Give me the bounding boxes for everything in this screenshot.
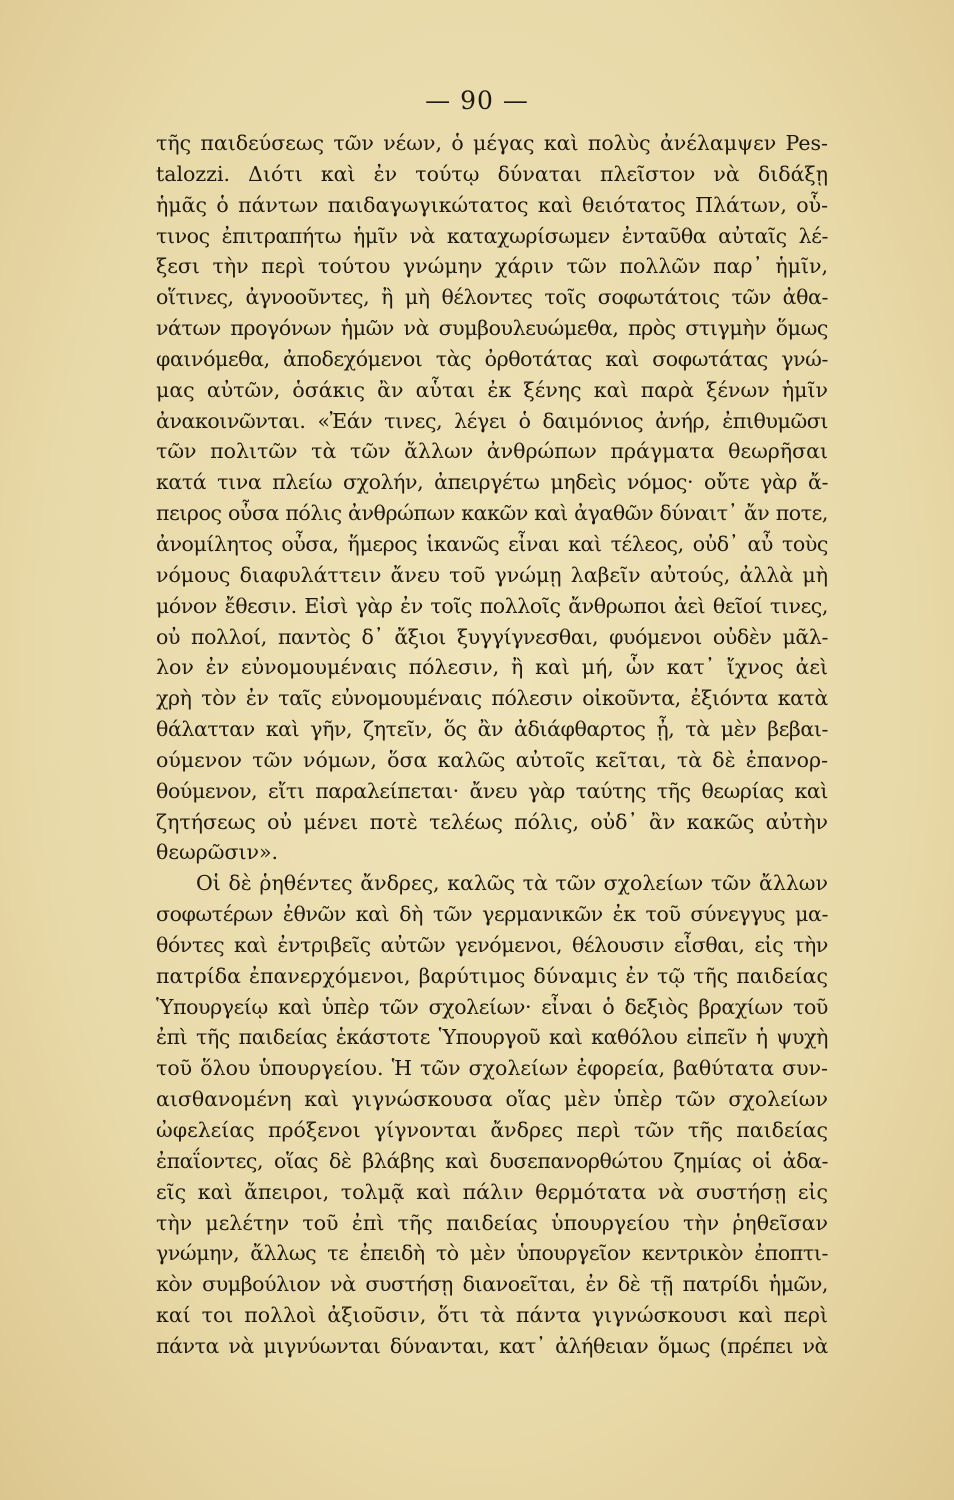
text-line: πατρίδα ἐπανερχόμενοι, βαρύτιμος δύναμις ἐν τῷ τῆς παιδείας: [156, 963, 828, 988]
text-line: αισθανομένη καὶ γιγνώσκουσα οἵας μὲν ὑπὲρ τῶν σχολείων: [156, 1087, 828, 1112]
text-line: εῖς καὶ ἄπειροι, τολμᾷ καὶ πάλιν θερμότατα νὰ συστήσῃ εἰς: [156, 1179, 828, 1204]
body-text: [156, 128, 828, 1362]
text-line: ἐπαΐοντες, οἵας δὲ βλάβης καὶ δυσεπανορθώτου ζημίας οἱ ἀδα-: [156, 1148, 828, 1173]
text-line: θεωρῶσιν».: [156, 840, 278, 865]
text-line: ἀνακοινῶνται. «Ἐάν τινες, λέγει ὁ δαιμόνιος ἀνήρ, ἐπιθυμῶσι: [156, 408, 828, 433]
text-line: τινος ἐπιτραπήτω ἡμῖν νὰ καταχωρίσωμεν ἐνταῦθα αὐταῖς λέ-: [156, 223, 828, 248]
text-line: ούμενον τῶν νόμων, ὅσα καλῶς αὐτοῖς κεῖται, τὰ δὲ ἐπανορ-: [156, 747, 828, 772]
text-line: λον ἐν εὐνομουμέναις πόλεσιν, ἢ καὶ μή, ὧν κατ᾿ ἴχνος ἀεὶ: [156, 655, 828, 680]
text-line: νάτων προγόνων ἡμῶν νὰ συμβουλευώμεθα, πρὸς στιγμὴν ὅμως: [156, 316, 828, 341]
text-line: τὴν μελέτην τοῦ ἐπὶ τῆς παιδείας ὑπουργείου τὴν ῥηθεῖσαν: [156, 1210, 828, 1235]
text-line: θάλατταν καὶ γῆν, ζητεῖν, ὅς ἂν ἀδιάφθαρτος ᾖ, τὰ μὲν βεβαι-: [156, 717, 828, 742]
text-line: μας αὐτῶν, ὁσάκις ἂν αὗται ἐκ ξένης καὶ παρὰ ξένων ἡμῖν: [156, 377, 828, 402]
text-line: χρὴ τὸν ἐν ταῖς εὐνομουμέναις πόλεσιν οἰκοῦντα, ἐξιόντα κατὰ: [156, 686, 828, 711]
page-number: — 90 —: [425, 86, 529, 115]
text-line: σοφωτέρων ἐθνῶν καὶ δὴ τῶν γερμανικῶν ἐκ τοῦ σύνεγγυς μα-: [156, 902, 828, 927]
text-line: ξεσι τὴν περὶ τούτου γνώμην χάριν τῶν πολλῶν παρ᾿ ἡμῖν,: [156, 254, 828, 279]
text-line: κατά τινα πλείω σχολήν, ἀπειργέτω μηδεὶς νόμος· οὔτε γὰρ ἄ-: [156, 470, 828, 495]
text-line: μόνον ἔθεσιν. Εἰσὶ γὰρ ἐν τοῖς πολλοῖς ἄνθρωποι ἀεὶ θεῖοί τινες,: [156, 593, 828, 618]
text-line: talozzi. Διότι καὶ ἐν τούτῳ δύναται πλεῖστον νὰ διδάξῃ: [156, 161, 828, 186]
text-line: ἐπὶ τῆς παιδείας ἑκάστοτε Ὑπουργοῦ καὶ καθόλου εἰπεῖν ἡ ψυχὴ: [156, 1025, 828, 1050]
text-line: Οἱ δὲ ῥηθέντες ἄνδρες, καλῶς τὰ τῶν σχολείων τῶν ἄλλων: [196, 871, 828, 896]
text-line: φαινόμεθα, ἀποδεχόμενοι τὰς ὀρθοτάτας καὶ σοφωτάτας γνώ-: [156, 346, 828, 371]
text-line: ὠφελείας πρόξενοι γίγνονται ἄνδρες περὶ τῶν τῆς παιδείας: [156, 1118, 828, 1142]
text-line: τοῦ ὅλου ὑπουργείου. Ἡ τῶν σχολείων ἐφορεία, βαθύτατα συν-: [156, 1056, 828, 1081]
text-line: Ὑπουργείῳ καὶ ὑπὲρ τῶν σχολείων· εἶναι ὁ δεξιὸς βραχίων τοῦ: [156, 994, 828, 1019]
text-line: κὸν συμβούλιον νὰ συστήσῃ διανοεῖται, ἐν δὲ τῇ πατρίδι ἡμῶν,: [156, 1272, 828, 1297]
text-line: οὐ πολλοί, παντὸς δ᾿ ἄξιοι ξυγγίγνεσθαι, φυόμενοι οὐδὲν μᾶλ-: [156, 624, 828, 649]
text-line: πειρος οὖσα πόλις ἀνθρώπων κακῶν καὶ ἀγαθῶν δύναιτ᾿ ἄν ποτε,: [156, 501, 828, 526]
text-line: τῆς παιδεύσεως τῶν νέων, ὁ μέγας καὶ πολὺς ἀνέλαμψεν Pes-: [156, 131, 828, 155]
text-line: καί τοι πολλοὶ ἀξιοῦσιν, ὅτι τὰ πάντα γιγνώσκουσι καὶ περὶ: [156, 1303, 828, 1328]
text-line: οἵτινες, ἀγνοοῦντες, ἢ μὴ θέλοντες τοῖς σοφωτάτοις τῶν ἀθα-: [156, 285, 828, 310]
text-line: θούμενον, εἴτι παραλείπεται· ἄνευ γὰρ ταύτης τῆς θεωρίας καὶ: [156, 778, 828, 803]
text-line: πάντα νὰ μιγνύωνται δύνανται, κατ᾿ ἀλήθειαν ὅμως (πρέπει νὰ: [156, 1333, 828, 1358]
text-line: ἡμᾶς ὁ πάντων παιδαγωγικώτατος καὶ θειότατος Πλάτων, οὗ-: [156, 192, 828, 217]
text-line: ζητήσεως οὐ μένει ποτὲ τελέως πόλις, οὐδ᾿ ἂν κακῶς αὐτὴν: [156, 809, 828, 834]
text-line: ἀνομίλητος οὖσα, ἥμερος ἱκανῶς εἶναι καὶ τέλεος, οὐδ᾿ αὖ τοὺς: [156, 531, 828, 556]
text-line: τῶν πολιτῶν τὰ τῶν ἄλλων ἀνθρώπων πράγματα θεωρῆσαι: [156, 439, 828, 464]
text-line: γνώμην, ἄλλως τε ἐπειδὴ τὸ μὲν ὑπουργεῖον κεντρικὸν ἐποπτι-: [156, 1241, 828, 1266]
text-line: νόμους διαφυλάττειν ἄνευ τοῦ γνώμῃ λαβεῖν αὐτούς, ἀλλὰ μὴ: [156, 562, 828, 587]
text-line: θόντες καὶ ἐντριβεῖς αὐτῶν γενόμενοι, θέλουσιν εἶσθαι, εἰς τὴν: [156, 932, 828, 957]
